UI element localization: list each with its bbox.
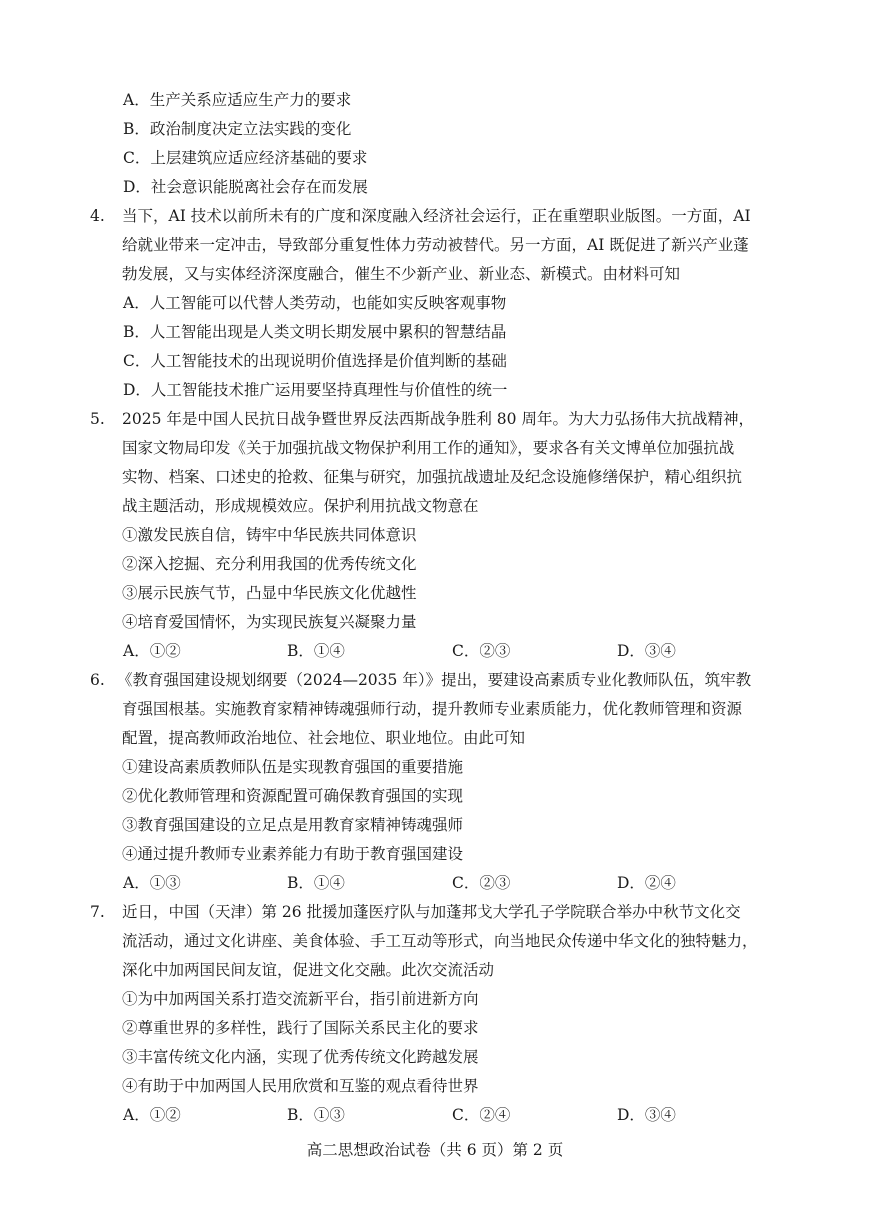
q5-choice-a: A．①② — [123, 642, 181, 660]
q4-stem-line: 勃发展，又与实体经济深度融合，催生不少新产业、新业态、新模式。由材料可知 — [122, 265, 681, 283]
q7-choice-c: C．②④ — [452, 1106, 511, 1124]
q7-item: ④有助于中加两国人民用欣赏和互鉴的观点看待世界 — [122, 1077, 479, 1095]
q6-item: ③教育强国建设的立足点是用教育家精神铸魂强师 — [122, 816, 464, 834]
page-footer: 高二思想政治试卷（共 6 页）第 2 页 — [306, 1141, 564, 1159]
q7-item: ①为中加两国关系打造交流新平台，指引前进新方向 — [122, 990, 479, 1008]
q3-option-b: B．政治制度决定立法实践的变化 — [123, 120, 352, 138]
q7-stem-line: 深化中加两国民间友谊，促进文化交融。此次交流活动 — [122, 961, 495, 979]
q7-stem-line: 近日，中国（天津）第 26 批援加蓬医疗队与加蓬邦戈大学孔子学院联合举办中秋节文化交 — [122, 903, 741, 921]
q7-choice-b: B．①③ — [287, 1106, 345, 1124]
q6-choice-d: D．②④ — [617, 874, 676, 892]
q6-choice-a: A．①③ — [123, 874, 181, 892]
q5-stem-line: 国家文物局印发《关于加强抗战文物保护利用工作的通知》，要求各有关文博单位加强抗战 — [122, 439, 735, 457]
q5-item: ④培育爱国情怀，为实现民族复兴凝聚力量 — [122, 613, 417, 631]
q6-choice-c: C．②③ — [452, 874, 511, 892]
q6-item: ④通过提升教师专业素养能力有助于教育强国建设 — [122, 845, 464, 863]
q4-stem-line: 当下，AI 技术以前所未有的广度和深度融入经济社会运行，正在重塑职业版图。一方面，AI — [122, 207, 751, 225]
q4-number: 4. — [90, 207, 105, 225]
q4-option-a: A．人工智能可以代替人类劳动，也能如实反映客观事物 — [123, 294, 507, 312]
q4-option-c: C．人工智能技术的出现说明价值选择是价值判断的基础 — [123, 352, 507, 370]
q5-choice-d: D．③④ — [617, 642, 676, 660]
q5-choice-c: C．②③ — [452, 642, 511, 660]
q7-stem-line: 流活动，通过文化讲座、美食体验、手工互动等形式，向当地民众传递中华文化的独特魅力， — [122, 932, 758, 950]
q5-item: ①激发民族自信，铸牢中华民族共同体意识 — [122, 526, 417, 544]
q4-option-d: D．人工智能技术推广运用要坚持真理性与价值性的统一 — [123, 381, 508, 399]
q6-stem-line: 配置，提高教师政治地位、社会地位、职业地位。由此可知 — [122, 729, 526, 747]
q6-stem-line: 育强国根基。实施教育家精神铸魂强师行动，提升教师专业素质能力，优化教师管理和资源 — [122, 700, 743, 718]
q5-stem-line: 实物、档案、口述史的抢救、征集与研究，加强抗战遗址及纪念设施修缮保护，精心组织抗 — [122, 468, 743, 486]
q6-choice-b: B．①④ — [287, 874, 345, 892]
q6-item: ①建设高素质教师队伍是实现教育强国的重要措施 — [122, 758, 464, 776]
q5-item: ③展示民族气节，凸显中华民族文化优越性 — [122, 584, 417, 602]
q6-number: 6. — [90, 671, 105, 689]
q6-stem-line: 《教育强国建设规划纲要（2024—2035 年）》提出，要建设高素质专业化教师队伍，筑牢教 — [117, 671, 752, 689]
q3-option-a: A．生产关系应适应生产力的要求 — [123, 91, 352, 109]
q7-number: 7. — [90, 903, 105, 921]
q5-choices — [0, 641, 870, 663]
q5-item: ②深入挖掘、充分利用我国的优秀传统文化 — [122, 555, 417, 573]
q5-stem-line: 战主题活动，形成规模效应。保护利用抗战文物意在 — [122, 497, 479, 515]
q5-number: 5. — [90, 410, 105, 428]
q3-option-d: D．社会意识能脱离社会存在而发展 — [123, 178, 368, 196]
q3-option-c: C．上层建筑应适应经济基础的要求 — [123, 149, 368, 167]
q7-item: ③丰富传统文化内涵，实现了优秀传统文化跨越发展 — [122, 1048, 479, 1066]
q7-item: ②尊重世界的多样性，践行了国际关系民主化的要求 — [122, 1019, 479, 1037]
q5-choice-b: B．①④ — [287, 642, 345, 660]
q5-stem-line: 2025 年是中国人民抗日战争暨世界反法西斯战争胜利 80 周年。为大力弘扬伟大抗战精神， — [122, 410, 754, 428]
q7-choices — [0, 1105, 870, 1127]
q6-item: ②优化教师管理和资源配置可确保教育强国的实现 — [122, 787, 464, 805]
q4-stem-line: 给就业带来一定冲击，导致部分重复性体力劳动被替代。另一方面，AI 既促进了新兴产业蓬 — [122, 236, 749, 254]
q7-choice-d: D．③④ — [617, 1106, 676, 1124]
q7-choice-a: A．①② — [123, 1106, 181, 1124]
q6-choices — [0, 873, 870, 895]
q4-option-b: B．人工智能出现是人类文明长期发展中累积的智慧结晶 — [123, 323, 507, 341]
